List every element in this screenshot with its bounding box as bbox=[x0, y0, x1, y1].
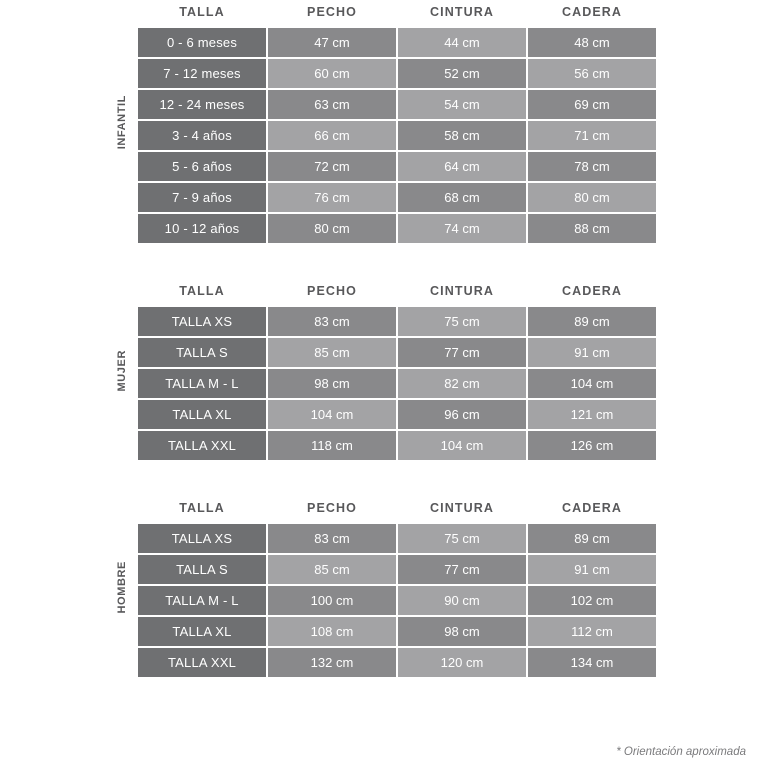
table-row bbox=[138, 586, 656, 615]
cell-cadera: 71 cm bbox=[528, 121, 656, 150]
size-table-block-infantil bbox=[0, 0, 770, 245]
size-table-block-hombre bbox=[0, 496, 770, 679]
cell-pecho: 100 cm bbox=[268, 586, 396, 615]
cell-cadera: 78 cm bbox=[528, 152, 656, 181]
table-row bbox=[138, 307, 656, 336]
cell-cadera: 91 cm bbox=[528, 555, 656, 584]
cell-cadera: 104 cm bbox=[528, 369, 656, 398]
cell-talla: 3 - 4 años bbox=[138, 121, 266, 150]
table-row bbox=[138, 617, 656, 646]
cell-pecho: 83 cm bbox=[268, 307, 396, 336]
cell-cintura: 64 cm bbox=[398, 152, 526, 181]
cell-cintura: 96 cm bbox=[398, 400, 526, 429]
cell-cintura: 44 cm bbox=[398, 28, 526, 57]
table-row bbox=[138, 28, 656, 57]
cell-cintura: 75 cm bbox=[398, 307, 526, 336]
cell-cadera: 112 cm bbox=[528, 617, 656, 646]
cell-talla: 7 - 12 meses bbox=[138, 59, 266, 88]
cell-talla: TALLA XXL bbox=[138, 648, 266, 677]
cell-cadera: 69 cm bbox=[528, 90, 656, 119]
cell-pecho: 66 cm bbox=[268, 121, 396, 150]
cell-talla: 7 - 9 años bbox=[138, 183, 266, 212]
cell-pecho: 118 cm bbox=[268, 431, 396, 460]
cell-cadera: 91 cm bbox=[528, 338, 656, 367]
footnote: * Orientación aproximada bbox=[616, 746, 746, 758]
size-table-mujer bbox=[136, 279, 658, 462]
cell-cintura: 74 cm bbox=[398, 214, 526, 243]
size-table-infantil bbox=[136, 0, 658, 245]
cell-cadera: 102 cm bbox=[528, 586, 656, 615]
cell-talla: TALLA XL bbox=[138, 617, 266, 646]
cell-talla: 10 - 12 años bbox=[138, 214, 266, 243]
section-label-text: HOMBRE bbox=[116, 561, 128, 614]
column-header-cadera: CADERA bbox=[561, 284, 623, 298]
cell-cadera: 126 cm bbox=[528, 431, 656, 460]
cell-pecho: 60 cm bbox=[268, 59, 396, 88]
cell-cadera: 134 cm bbox=[528, 648, 656, 677]
cell-cintura: 90 cm bbox=[398, 586, 526, 615]
cell-pecho: 63 cm bbox=[268, 90, 396, 119]
cell-cintura: 54 cm bbox=[398, 90, 526, 119]
cell-cintura: 120 cm bbox=[398, 648, 526, 677]
section-spacer bbox=[0, 245, 770, 279]
cell-cintura: 104 cm bbox=[398, 431, 526, 460]
cell-talla: TALLA M - L bbox=[138, 586, 266, 615]
table-row bbox=[138, 121, 656, 150]
section-label-hombre bbox=[112, 496, 132, 679]
cell-cintura: 52 cm bbox=[398, 59, 526, 88]
cell-talla: TALLA XS bbox=[138, 307, 266, 336]
cell-cintura: 77 cm bbox=[398, 338, 526, 367]
column-header-talla: TALLA bbox=[179, 284, 225, 298]
cell-cadera: 89 cm bbox=[528, 524, 656, 553]
cell-cintura: 58 cm bbox=[398, 121, 526, 150]
cell-cadera: 121 cm bbox=[528, 400, 656, 429]
cell-talla: TALLA M - L bbox=[138, 369, 266, 398]
table-row bbox=[138, 338, 656, 367]
cell-cintura: 75 cm bbox=[398, 524, 526, 553]
section-label-text: INFANTIL bbox=[116, 95, 128, 150]
cell-talla: 5 - 6 años bbox=[138, 152, 266, 181]
table-row bbox=[138, 431, 656, 460]
cell-pecho: 108 cm bbox=[268, 617, 396, 646]
cell-talla: TALLA XL bbox=[138, 400, 266, 429]
cell-cintura: 98 cm bbox=[398, 617, 526, 646]
cell-pecho: 85 cm bbox=[268, 555, 396, 584]
column-header-cintura: CINTURA bbox=[430, 5, 494, 19]
size-table-hombre bbox=[136, 496, 658, 679]
table-row bbox=[138, 90, 656, 119]
column-header-cadera: CADERA bbox=[561, 501, 623, 515]
section-label-infantil bbox=[112, 0, 132, 245]
column-header-pecho: PECHO bbox=[307, 284, 357, 298]
table-row bbox=[138, 369, 656, 398]
cell-talla: TALLA S bbox=[138, 338, 266, 367]
table-row bbox=[138, 400, 656, 429]
table-row bbox=[138, 555, 656, 584]
cell-talla: TALLA S bbox=[138, 555, 266, 584]
table-header-row bbox=[138, 498, 656, 522]
column-header-cintura: CINTURA bbox=[430, 284, 494, 298]
column-header-talla: TALLA bbox=[179, 5, 225, 19]
column-header-talla: TALLA bbox=[179, 501, 225, 515]
cell-cadera: 48 cm bbox=[528, 28, 656, 57]
column-header-pecho: PECHO bbox=[307, 501, 357, 515]
column-header-pecho: PECHO bbox=[307, 5, 357, 19]
table-header-row bbox=[138, 281, 656, 305]
table-row bbox=[138, 59, 656, 88]
table-row bbox=[138, 152, 656, 181]
column-header-cintura: CINTURA bbox=[430, 501, 494, 515]
cell-cadera: 56 cm bbox=[528, 59, 656, 88]
table-row bbox=[138, 183, 656, 212]
table-row bbox=[138, 214, 656, 243]
size-table-block-mujer bbox=[0, 279, 770, 462]
cell-cadera: 89 cm bbox=[528, 307, 656, 336]
cell-talla: TALLA XS bbox=[138, 524, 266, 553]
table-row bbox=[138, 648, 656, 677]
cell-cadera: 80 cm bbox=[528, 183, 656, 212]
cell-pecho: 83 cm bbox=[268, 524, 396, 553]
table-header-row bbox=[138, 2, 656, 26]
cell-talla: 0 - 6 meses bbox=[138, 28, 266, 57]
cell-pecho: 98 cm bbox=[268, 369, 396, 398]
cell-pecho: 85 cm bbox=[268, 338, 396, 367]
cell-pecho: 104 cm bbox=[268, 400, 396, 429]
table-row bbox=[138, 524, 656, 553]
cell-talla: 12 - 24 meses bbox=[138, 90, 266, 119]
section-spacer bbox=[0, 462, 770, 496]
section-label-mujer bbox=[112, 279, 132, 462]
cell-pecho: 47 cm bbox=[268, 28, 396, 57]
cell-cintura: 77 cm bbox=[398, 555, 526, 584]
cell-pecho: 72 cm bbox=[268, 152, 396, 181]
column-header-cadera: CADERA bbox=[561, 5, 623, 19]
cell-talla: TALLA XXL bbox=[138, 431, 266, 460]
cell-pecho: 132 cm bbox=[268, 648, 396, 677]
cell-cadera: 88 cm bbox=[528, 214, 656, 243]
cell-cintura: 68 cm bbox=[398, 183, 526, 212]
cell-cintura: 82 cm bbox=[398, 369, 526, 398]
section-label-text: MUJER bbox=[116, 349, 128, 392]
cell-pecho: 80 cm bbox=[268, 214, 396, 243]
cell-pecho: 76 cm bbox=[268, 183, 396, 212]
